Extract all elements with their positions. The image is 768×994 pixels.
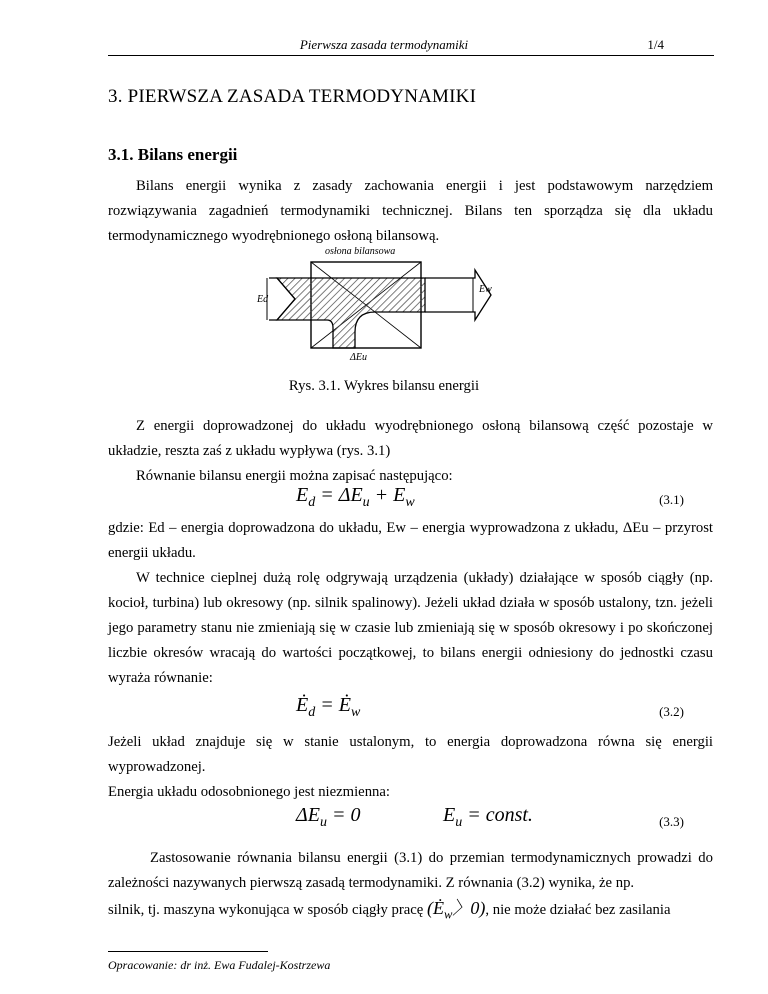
footer-divider [108,951,268,952]
paragraph-intro: Bilans energii wynika z zasady zachowania energii i jest podstawowym narzędziem rozwiązywania zagadnień termodynamiki technicznej. Bilans ten sporządza się dla układu termodynamicznego wyodrębnionego osłoną bilansową. [108,178,713,244]
equation-number-3-1: (3.1) [659,492,684,507]
section-title: 3.1. Bilans energii [108,145,238,164]
inline-expression: ($Ė_w$〉0) [426,898,486,922]
paragraph-first-law: Zastosowanie równania bilansu energii (3.1) do przemian termodynamicznych prowadzi do zależności nazywanych pierwszą zasadą termodynamiki. Z równania (3.2) wynika, że np. [108,850,713,891]
header-title: Pierwsza zasada termodynamiki [299,37,469,52]
footer-author: Opracowanie: dr inż. Ewa Fudalej-Kostrzewa [108,958,331,972]
equation-3-3-left: $\Delta E_u = 0$ [296,804,361,830]
paragraph-balance: Z energii doprowadzonej do układu wyodrębnionego osłoną bilansową część pozostaje w układzie, reszta zaś z układu wypływa (rys. 3.1) [108,418,713,459]
paragraph-engine [108,896,718,928]
equation-3-1: $E_d = \Delta E_u + E_w$ [296,484,415,510]
header-divider [108,55,714,56]
outflow-arrow [425,270,491,320]
paragraph-steady-equality: Jeżeli układ znajduje się w stanie ustalonym, to energia doprowadzona równa się energii wyprowadzonej. [108,734,713,775]
label-deu: ΔEu [350,352,367,362]
paragraph-engine-start: silnik, tj. maszyna wykonująca w sposób ciągły pracę [108,902,424,918]
figure-caption: Rys. 3.1. Wykres bilansu energii [288,378,480,394]
equation-number-3-2: (3.2) [659,704,684,719]
equation-3-2: $Ė_d$ = $Ė_w$ [296,694,361,720]
energy-flow-band [277,278,425,348]
paragraph-engine-end: , nie może działać bez zasilania [485,902,671,918]
paragraph-isolated: Energia układu odosobnionego jest niezmienna: [108,784,390,800]
chapter-title: 3. PIERWSZA ZASADA TERMODYNAMIKI [108,86,477,107]
equation-3-3-right: $E_u$ = const. [443,804,533,830]
paragraph-equation-intro: Równanie bilansu energii można zapisać następująco: [136,468,453,484]
boundary-label: osłona bilansowa [325,246,396,257]
energy-balance-figure [255,240,495,362]
page-number: 1/4 [647,37,664,52]
equation-number-3-3: (3.3) [659,814,684,829]
label-ed: Ed [257,294,269,305]
label-ew: Ew [479,284,492,295]
paragraph-steady-state: W technice cieplnej dużą rolę odgrywają urządzenia (układy) działające w sposób ciągły (np. kocioł, turbina) lub okresowy (np. silnik spalinowy). Jeżeli układ działa w sposób ustalony, tzn. jeżeli jego parametry stanu nie zmieniają się w czasie lub zmieniają się w sposób okresowy i po skończonej liczbie okresów wracają do wartości początkowej, to bilans energii odniesiony do jednostki czasu wyraża równanie: [108,570,713,686]
paragraph-definitions: gdzie: Ed – energia doprowadzona do układu, Ew – energia wyprowadzona z układu, ΔEu – przyrost energii układu. [108,520,713,561]
